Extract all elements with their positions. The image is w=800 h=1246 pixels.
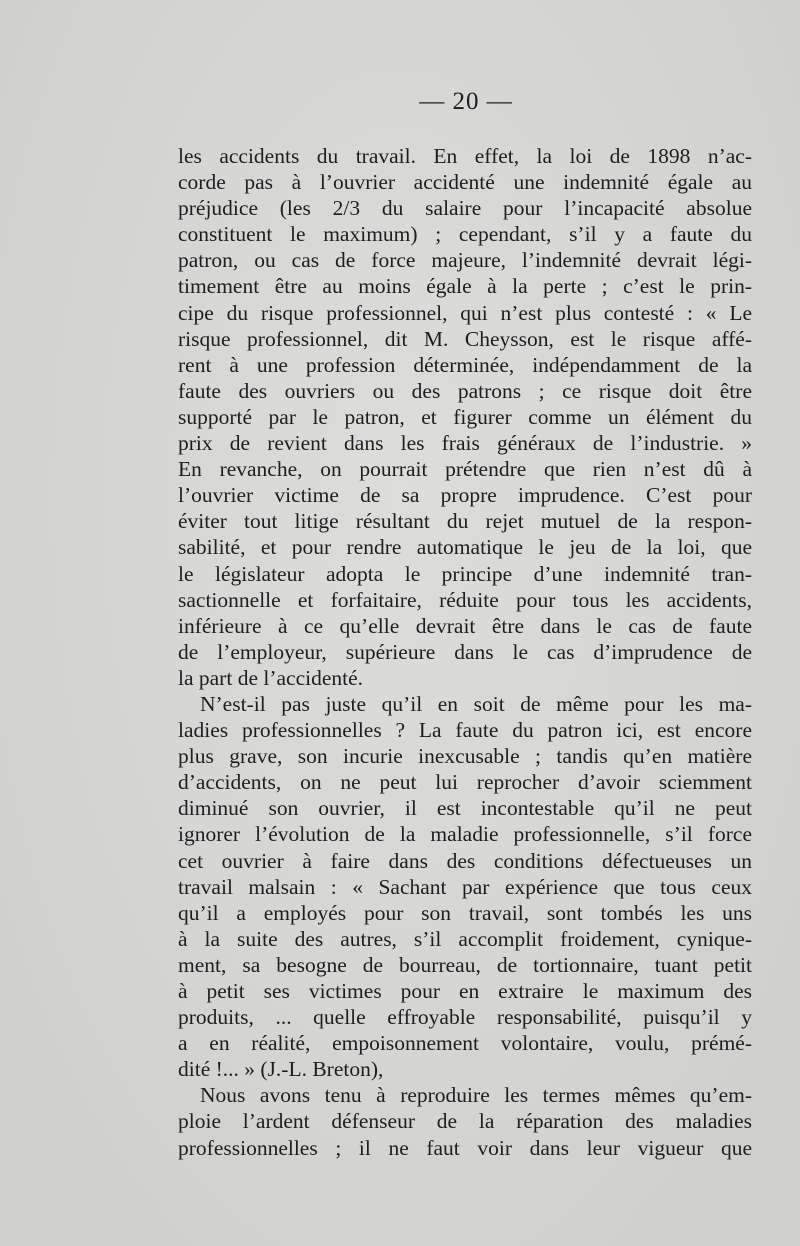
text-line: produits, ... quelle effroyable responsabilité, puisqu’il y (178, 1005, 752, 1030)
text-line: plus grave, son incurie inexcusable ; tandis qu’en matière (178, 744, 752, 769)
text-line: rent à une profession déterminée, indépendamment de la (178, 352, 752, 377)
text-line: a en réalité, empoisonnement volontaire, voulu, prémé- (178, 1031, 752, 1056)
text-line: à la suite des autres, s’il accomplit froidement, cynique- (178, 926, 752, 951)
text-line: inférieure à ce qu’elle devrait être dans le cas de faute (178, 613, 752, 638)
text-line: sabilité, et pour rendre automatique le jeu de la loi, que (178, 535, 752, 560)
text-line: le législateur adopta le principe d’une indemnité tran- (178, 561, 752, 586)
text-line: N’est-il pas juste qu’il en soit de même pour les ma- (200, 691, 752, 716)
text-line: l’ouvrier victime de sa propre imprudence. C’est pour (178, 483, 752, 508)
text-line: patron, ou cas de force majeure, l’indemnité devrait légi- (178, 248, 752, 273)
text-line: éviter tout litige résultant du rejet mutuel de la respon- (178, 509, 752, 534)
page-number: — 20 — (419, 88, 513, 115)
text-line: les accidents du travail. En effet, la loi de 1898 n’ac- (178, 144, 752, 168)
text-line: de l’employeur, supérieure dans le cas d’imprudence de (178, 639, 752, 664)
text-line: En revanche, on pourrait prétendre que rien n’est dû à (178, 457, 752, 482)
text-line: professionnelles ; il ne faut voir dans leur vigueur que (178, 1135, 752, 1160)
body-text (178, 143, 752, 1161)
text-line: timement être au moins égale à la perte ; c’est le prin- (178, 274, 752, 299)
text-line: supporté par le patron, et figurer comme un élément du (178, 404, 752, 429)
text-line: corde pas à l’ouvrier accidenté une indemnité égale au (178, 170, 752, 195)
text-line: ladies professionnelles ? La faute du patron ici, est encore (178, 718, 752, 743)
text-line: constituent le maximum) ; cependant, s’il y a faute du (178, 222, 752, 247)
text-line: à petit ses victimes pour en extraire le maximum des (178, 979, 752, 1003)
text-line: Nous avons tenu à reproduire les termes mêmes qu’em- (200, 1083, 752, 1108)
text-line: cet ouvrier à faire dans des conditions défectueuses un (178, 848, 752, 873)
text-line: ignorer l’évolution de la maladie professionnelle, s’il force (178, 822, 752, 847)
text-line: risque professionnel, dit M. Cheysson, est le risque affé- (178, 326, 752, 351)
text-line: ment, sa besogne de bourreau, de tortionnaire, tuant petit (178, 952, 752, 977)
text-line: diminué son ouvrier, il est incontestable qu’il ne peut (178, 796, 752, 821)
text-line: d’accidents, on ne peut lui reprocher d’avoir sciemment (178, 770, 752, 795)
text-line: prix de revient dans les frais généraux de l’industrie. » (178, 431, 752, 456)
text-line: faute des ouvriers ou des patrons ; ce risque doit être (178, 378, 752, 403)
text-line: travail malsain : « Sachant par expérience que tous ceux (178, 874, 752, 899)
text-line: la part de l’accidenté. (178, 665, 364, 690)
text-line: dité !... » (J.-L. Breton), (178, 1057, 384, 1082)
text-line: sactionnelle et forfaitaire, réduite pour tous les accidents, (178, 587, 752, 612)
text-line: qu’il a employés pour son travail, sont tombés les uns (178, 900, 752, 925)
text-line: cipe du risque professionnel, qui n’est plus contesté : « Le (178, 300, 752, 325)
text-line: préjudice (les 2/3 du salaire pour l’incapacité absolue (178, 196, 752, 221)
text-line: ploie l’ardent défenseur de la réparation des maladies (178, 1109, 752, 1134)
